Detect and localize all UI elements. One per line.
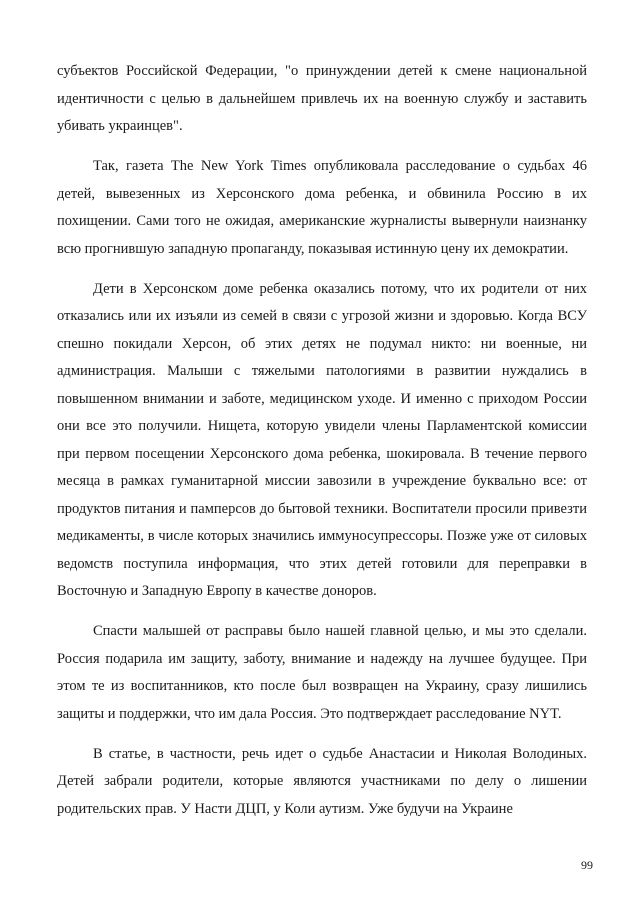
paragraph-kherson-orphanage: Дети в Херсонском доме ребенка оказались потому, что их родители от них отказались или их изъяли из семей в связи с угрозой жизни и здоровью. Когда ВСУ спешно покидали Херсон, об этих детях не подумал никто: ни военные, ни администрация. Малыши с тяжелыми патологиями в развитии нуждались в повышенном внимании и заботе, медицинском уходе. И именно с приходом России они все это получили. Нищета, которую увидели члены Парламентской комиссии при первом посещении Херсонского дома ребенка, шокировала. В течение первого месяца в рамках гуманитарной миссии завозили в учреждение буквально все: от продуктов питания и памперсов до бытовой техники. Воспитатели просили привезти медикаменты, в числе которых значились иммуносупрессоры. Позже уже от силовых ведомств поступила информация, что этих детей готовили для переправки в Восточную и Западную Европу в качестве доноров. — [57, 280, 587, 599]
paragraph-rescue: Спасти малышей от расправы было нашей главной целью, и мы это сделали. Россия подарила им защиту, заботу, внимание и надежду на лучшее будущее. При этом те из воспитанников, кто после был возвращен на Украину, сразу лишились защиты и поддержки, что им дала Россия. Это подтверждает расследование NYT. — [57, 623, 587, 722]
document-page — [57, 58, 587, 836]
paragraph-continuation: субъектов Российской Федерации, "о принуждении детей к смене национальной идентичности с целью в дальнейшем привлечь их на военную службу и заставить убивать украинцев". — [57, 63, 587, 134]
paragraph-volodin-case: В статье, в частности, речь идет о судьбе Анастасии и Николая Володиных. Детей забрали родители, которые являются участниками по делу о лишении родительских прав. У Насти ДЦП, у Коли аутизм. Уже будучи на Украине — [57, 745, 587, 817]
page-number: 99 — [581, 858, 593, 872]
paragraph-nyt-investigation: Так, газета The New York Times опубликовала расследование о судьбах 46 детей, вывезенных из Херсонского дома ребенка, и обвинила Россию в их похищении. Сами того не ожидая, американские журналисты вывернули наизнанку всю прогнившую западную пропаганду, показывая истинную цену их демократии. — [57, 158, 587, 257]
